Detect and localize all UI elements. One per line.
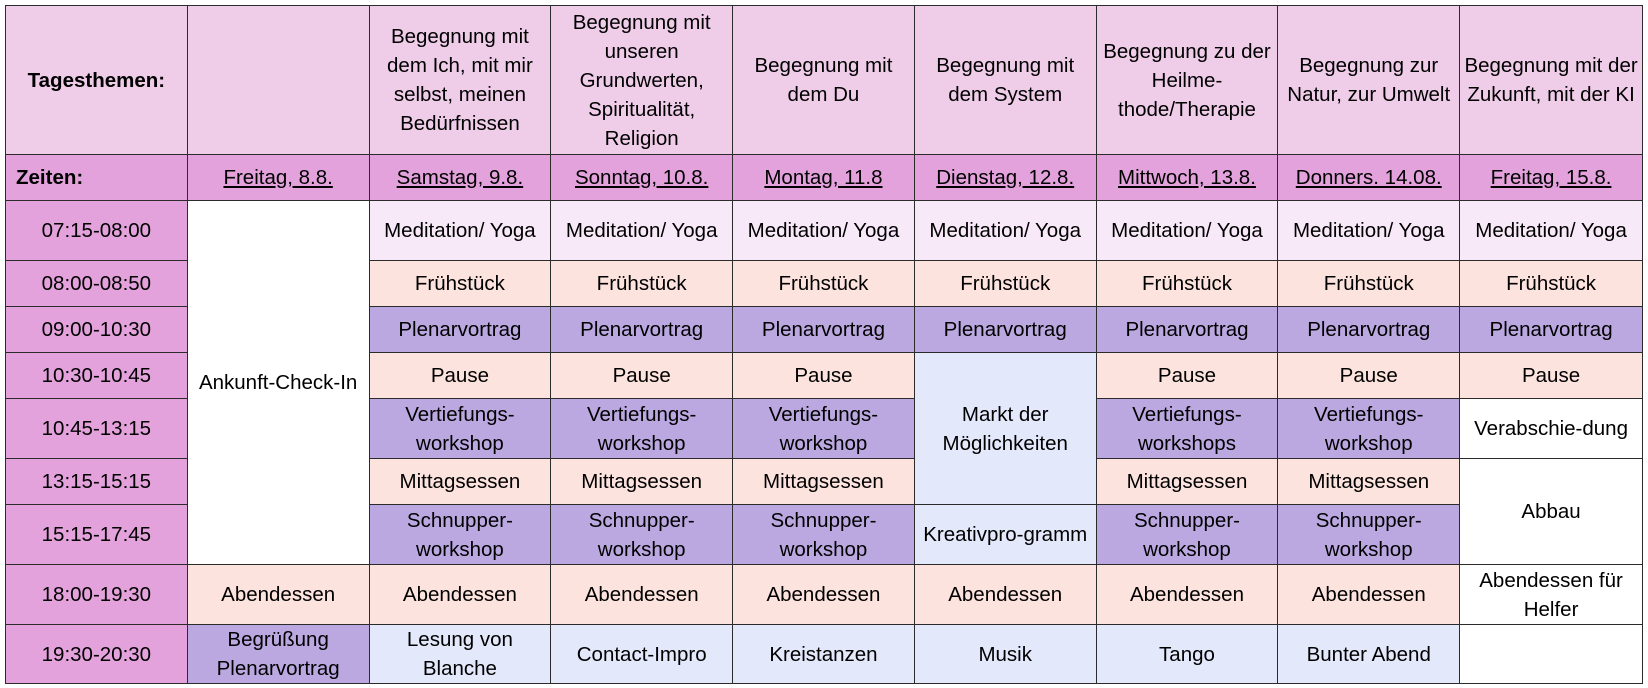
plenary-cell: Plenarvortrag — [733, 307, 915, 353]
pause-cell: Pause — [1460, 353, 1643, 399]
time-cell: 07:15-08:00 — [6, 201, 188, 261]
breakfast-cell: Frühstück — [1278, 261, 1460, 307]
date-sun10: Sonntag, 10.8. — [551, 155, 733, 201]
breakfast-cell: Frühstück — [1096, 261, 1278, 307]
taster-workshop-cell: Schnupper-workshop — [733, 505, 915, 565]
themes-row — [6, 6, 1643, 155]
breakfast-cell: Frühstück — [733, 261, 915, 307]
dinner-cell: Abendessen — [187, 565, 369, 625]
breakfast-cell: Frühstück — [914, 261, 1096, 307]
date-tue12: Dienstag, 12.8. — [914, 155, 1096, 201]
meditation-cell: Meditation/ Yoga — [551, 201, 733, 261]
meditation-cell: Meditation/ Yoga — [1278, 201, 1460, 261]
meditation-cell: Meditation/ Yoga — [733, 201, 915, 261]
dinner-cell: Abendessen — [1278, 565, 1460, 625]
date-fri8: Freitag, 8.8. — [187, 155, 369, 201]
date-thu14: Donners. 14.08. — [1278, 155, 1460, 201]
lunch-cell: Mittagsessen — [369, 459, 551, 505]
deep-workshops-cell: Vertiefungs-workshops — [1096, 399, 1278, 459]
plenary-cell: Plenarvortrag — [369, 307, 551, 353]
theme-fri8 — [187, 6, 369, 155]
taster-workshop-cell: Schnupper-workshop — [1096, 505, 1278, 565]
pause-cell: Pause — [733, 353, 915, 399]
deep-workshop-cell: Vertiefungs-workshop — [551, 399, 733, 459]
schedule-table — [5, 5, 1643, 684]
time-cell: 15:15-17:45 — [6, 505, 188, 565]
welcome-cell: Begrüßung Plenarvortrag — [187, 625, 369, 684]
empty-cell — [1460, 625, 1643, 684]
dinner-cell: Abendessen — [369, 565, 551, 625]
lunch-cell: Mittagsessen — [733, 459, 915, 505]
plenary-cell: Plenarvortrag — [914, 307, 1096, 353]
arrival-cell: Ankunft-Check-In — [187, 201, 369, 565]
time-cell: 18:00-19:30 — [6, 565, 188, 625]
date-mon11: Montag, 11.8 — [733, 155, 915, 201]
dinner-cell: Abendessen — [914, 565, 1096, 625]
date-wed13: Mittwoch, 13.8. — [1096, 155, 1278, 201]
pause-cell: Pause — [551, 353, 733, 399]
table-row — [6, 201, 1643, 261]
pause-cell: Pause — [1278, 353, 1460, 399]
breakfast-cell: Frühstück — [1460, 261, 1643, 307]
pause-cell: Pause — [369, 353, 551, 399]
taster-workshop-cell: Schnupper-workshop — [551, 505, 733, 565]
plenary-cell: Plenarvortrag — [1096, 307, 1278, 353]
pause-cell: Pause — [1096, 353, 1278, 399]
market-cell: Markt der Möglichkeiten — [914, 353, 1096, 505]
meditation-cell: Meditation/ Yoga — [1096, 201, 1278, 261]
deep-workshop-cell: Vertiefungs-workshop — [733, 399, 915, 459]
date-sat9: Samstag, 9.8. — [369, 155, 551, 201]
table-row — [6, 625, 1643, 684]
lunch-cell: Mittagsessen — [1278, 459, 1460, 505]
theme-fri15: Begegnung mit der Zukunft, mit der KI — [1460, 6, 1643, 155]
table-row — [6, 565, 1643, 625]
teardown-cell: Abbau — [1460, 459, 1643, 565]
deep-workshop-cell: Vertiefungs-workshop — [1278, 399, 1460, 459]
plenary-cell: Plenarvortrag — [551, 307, 733, 353]
meditation-cell: Meditation/ Yoga — [914, 201, 1096, 261]
farewell-cell: Verabschie-dung — [1460, 399, 1643, 459]
tango-cell: Tango — [1096, 625, 1278, 684]
time-cell: 09:00-10:30 — [6, 307, 188, 353]
dinner-cell: Abendessen — [1096, 565, 1278, 625]
taster-workshop-cell: Schnupper-workshop — [369, 505, 551, 565]
colorful-evening-cell: Bunter Abend — [1278, 625, 1460, 684]
time-cell: 13:15-15:15 — [6, 459, 188, 505]
themes-label: Tagesthemen: — [6, 6, 188, 155]
creative-program-cell: Kreativpro-gramm — [914, 505, 1096, 565]
dinner-cell: Abendessen — [733, 565, 915, 625]
plenary-cell: Plenarvortrag — [1460, 307, 1643, 353]
meditation-cell: Meditation/ Yoga — [369, 201, 551, 261]
deep-workshop-cell: Vertiefungs-workshop — [369, 399, 551, 459]
breakfast-cell: Frühstück — [369, 261, 551, 307]
theme-wed13: Begegnung zu der Heilme-thode/Therapie — [1096, 6, 1278, 155]
breakfast-cell: Frühstück — [551, 261, 733, 307]
reading-cell: Lesung von Blanche — [369, 625, 551, 684]
times-label: Zeiten: — [6, 155, 188, 201]
dinner-cell: Abendessen — [551, 565, 733, 625]
contact-impro-cell: Contact-Impro — [551, 625, 733, 684]
circle-dance-cell: Kreistanzen — [733, 625, 915, 684]
theme-thu14: Begegnung zur Natur, zur Umwelt — [1278, 6, 1460, 155]
meditation-cell: Meditation/ Yoga — [1460, 201, 1643, 261]
time-cell: 10:30-10:45 — [6, 353, 188, 399]
lunch-cell: Mittagsessen — [551, 459, 733, 505]
theme-tue12: Begegnung mit dem System — [914, 6, 1096, 155]
taster-workshop-cell: Schnupper-workshop — [1278, 505, 1460, 565]
time-cell: 08:00-08:50 — [6, 261, 188, 307]
time-cell: 10:45-13:15 — [6, 399, 188, 459]
date-fri15: Freitag, 15.8. — [1460, 155, 1643, 201]
theme-sat9: Begegnung mit dem Ich, mit mir selbst, meinen Bedürfnissen — [369, 6, 551, 155]
plenary-cell: Plenarvortrag — [1278, 307, 1460, 353]
theme-mon11: Begegnung mit dem Du — [733, 6, 915, 155]
dinner-helpers-cell: Abendessen für Helfer — [1460, 565, 1643, 625]
time-cell: 19:30-20:30 — [6, 625, 188, 684]
theme-sun10: Begegnung mit unseren Grundwerten, Spiritualität, Religion — [551, 6, 733, 155]
lunch-cell: Mittagsessen — [1096, 459, 1278, 505]
music-cell: Musik — [914, 625, 1096, 684]
dates-row — [6, 155, 1643, 201]
